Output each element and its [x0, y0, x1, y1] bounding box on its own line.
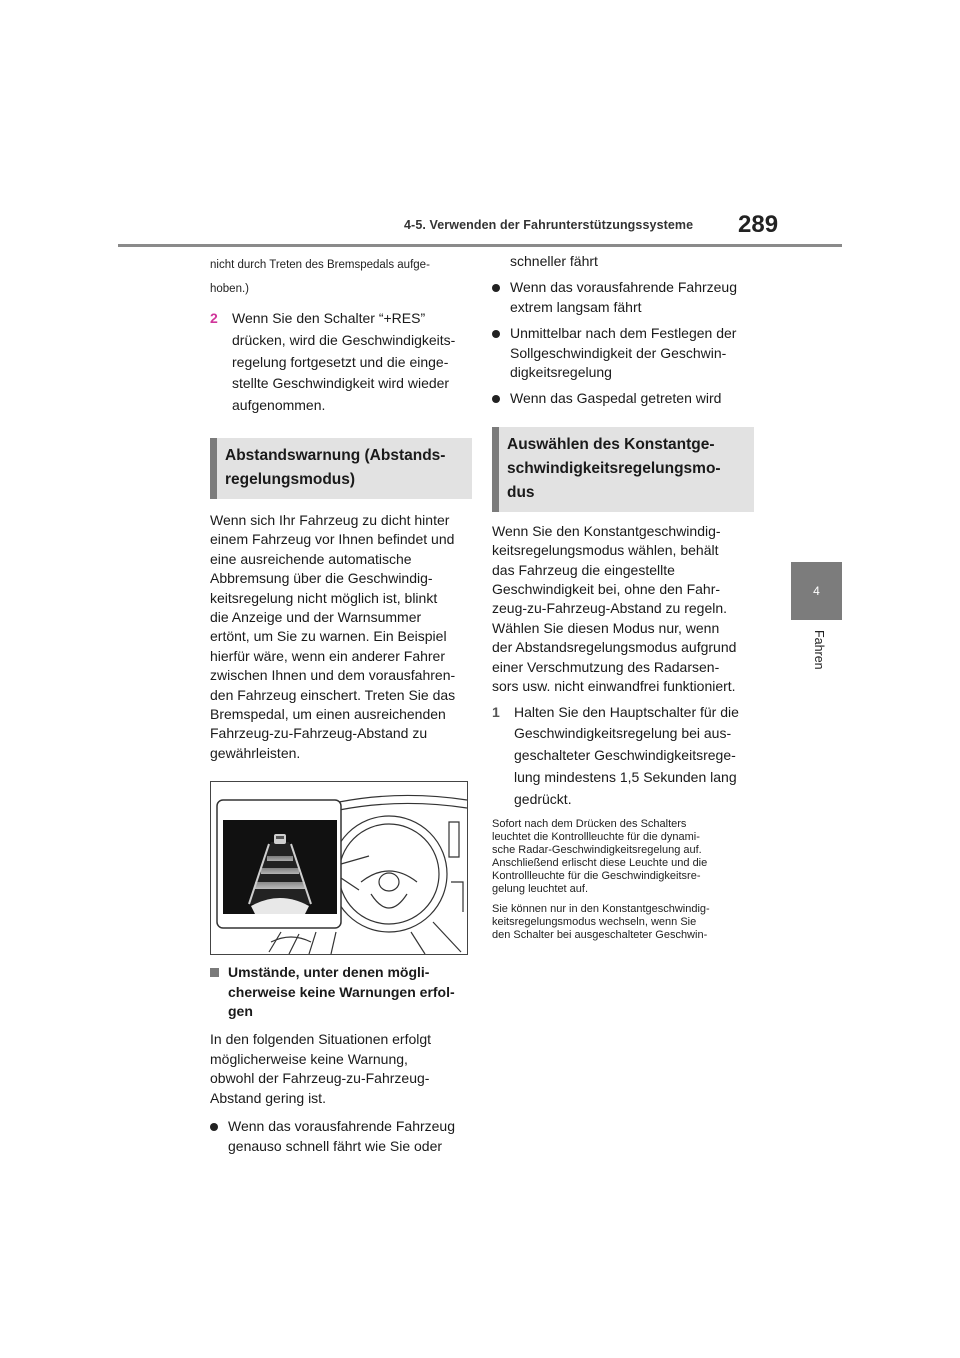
- step-line: drücken, wird die Geschwindigkeits-: [232, 331, 456, 348]
- bullet-item: [492, 278, 754, 317]
- text-line: Wählen Sie diesen Modus nur, wenn: [492, 619, 720, 636]
- heading-line: Auswählen des Konstantge-: [507, 435, 715, 453]
- step-2: [210, 308, 472, 417]
- section-heading-distance-warning: [210, 438, 472, 499]
- chapter-tab: [791, 562, 842, 620]
- note-line: leuchtet die Kontrollleuchte für die dynami-: [492, 831, 700, 844]
- step-line: geschalteter Geschwindigkeitsrege-: [514, 747, 736, 764]
- bullet-line: Unmittelbar nach dem Festlegen der: [510, 325, 737, 342]
- bullet-item: [210, 1117, 472, 1156]
- subheading-line: cherweise keine Warnungen erfol-: [228, 983, 455, 1000]
- text-line: Fahrzeug-zu-Fahrzeug-Abstand zu: [210, 725, 428, 742]
- subheading-no-warning: [210, 963, 472, 1021]
- step-line: stellte Geschwindigkeit wird wieder: [232, 375, 450, 392]
- section-title: 4-5. Verwenden der Fahrunterstützungssysteme: [404, 218, 694, 232]
- text-line: Wenn Sie den Konstantgeschwindig-: [492, 522, 721, 539]
- step-line: regelung fortgesetzt und die einge-: [232, 353, 449, 370]
- text-line: eine ausreichende automatische: [210, 550, 412, 567]
- step-line: Geschwindigkeitsregelung bei aus-: [514, 725, 732, 742]
- bullet-text: [510, 389, 721, 408]
- step-line: lung mindestens 1,5 Sekunden lang: [514, 768, 737, 785]
- intro-fragment-2: hoben.): [210, 283, 250, 295]
- bullet-continuation: schneller fährt: [510, 253, 598, 269]
- text-line: Abbremsung über die Geschwindig-: [210, 570, 433, 587]
- note-line: gelung leuchtet auf.: [492, 883, 589, 896]
- text-line: Abstand gering ist.: [210, 1089, 326, 1106]
- note-2: [492, 903, 754, 942]
- subheading-text: [228, 963, 455, 1021]
- text-line: In den folgenden Situationen erfolgt: [210, 1031, 432, 1048]
- heading-line: regelungsmodus): [225, 470, 356, 488]
- subheading-line: gen: [228, 1003, 253, 1020]
- bullet-dot-icon: [210, 1117, 228, 1156]
- bullet-text: [510, 278, 737, 317]
- bullet-line: Wenn das vorausfahrende Fahrzeug: [510, 279, 737, 296]
- note-line: Sie können nur in den Konstantgeschwindig-: [492, 903, 710, 916]
- text-line: obwohl der Fahrzeug-zu-Fahrzeug-: [210, 1070, 430, 1087]
- heading-line: dus: [507, 483, 535, 501]
- bullet-line: digkeitsregelung: [510, 364, 612, 381]
- dashboard-illustration: [210, 781, 468, 955]
- paragraph-situations: [210, 1030, 472, 1108]
- step-text: [514, 702, 754, 811]
- chapter-label: Fahren: [812, 630, 826, 670]
- bullet-line: extrem langsam fährt: [510, 298, 642, 315]
- paragraph-constant-speed: [492, 522, 754, 697]
- step-text: [232, 308, 472, 417]
- section-heading-constant-speed: [492, 427, 754, 512]
- bullet-line: genauso schnell fährt wie Sie oder: [228, 1137, 443, 1154]
- left-column: [210, 256, 472, 1156]
- intro-fragment-1: nicht durch Treten des Bremspedals aufge-: [210, 259, 430, 271]
- chapter-number: 4: [813, 584, 820, 598]
- text-line: hierfür wäre, wenn ein anderer Fahrer: [210, 647, 446, 664]
- text-line: möglicherweise keine Warnung,: [210, 1050, 408, 1067]
- step-number: 1: [492, 703, 500, 720]
- note-line: den Schalter bei ausgeschalteter Geschwin-: [492, 929, 708, 942]
- text-line: zwischen Ihnen und dem vorausfahren-: [210, 667, 456, 684]
- text-line: zeug-zu-Fahrzeug-Abstand zu regeln.: [492, 600, 728, 617]
- bullet-line: Wenn das Gaspedal getreten wird: [510, 390, 722, 407]
- text-line: gewährleisten.: [210, 744, 301, 761]
- subheading-line: Umstände, unter denen mögli-: [228, 964, 430, 981]
- note-line: Sofort nach dem Drücken des Schalters: [492, 818, 687, 831]
- text-line: die Anzeige und der Warnsummer: [210, 609, 422, 626]
- bullet-dot-icon: [492, 389, 510, 408]
- step-line: gedrückt.: [514, 790, 572, 807]
- text-line: den Fahrzeug einschert. Treten Sie das: [210, 686, 456, 703]
- text-line: sors usw. nicht einwandfrei funktioniert.: [492, 678, 736, 695]
- bullet-item: [492, 324, 754, 382]
- heading-line: Abstandswarnung (Abstands-: [225, 446, 446, 464]
- bullet-dot-icon: [492, 278, 510, 317]
- text-line: keitsregelungsmodus wählen, behält: [492, 542, 719, 559]
- text-line: Wenn sich Ihr Fahrzeug zu dicht hinter: [210, 511, 450, 528]
- text-line: Geschwindigkeit bei, ohne den Fahr-: [492, 581, 721, 598]
- dashboard-drawing: [211, 782, 467, 954]
- bullet-item: [492, 389, 754, 408]
- text-line: ertönt, um Sie zu warnen. Ein Beispiel: [210, 628, 447, 645]
- paragraph-distance-warning: [210, 511, 472, 763]
- bullet-dot-icon: [492, 324, 510, 382]
- step-number: 2: [210, 310, 218, 326]
- header-divider: [118, 244, 842, 247]
- text-line: einem Fahrzeug vor Ihnen befindet und: [210, 531, 455, 548]
- step-line: aufgenommen.: [232, 397, 326, 414]
- bullet-text: [510, 324, 736, 382]
- text-line: keitsregelung nicht möglich ist, blinkt: [210, 589, 438, 606]
- text-line: der Abstandsregelungsmodus aufgrund: [492, 639, 737, 656]
- text-line: Bremspedal, um einen ausreichenden: [210, 706, 446, 723]
- note-1: [492, 818, 754, 896]
- step-line: Halten Sie den Hauptschalter für die: [514, 703, 739, 720]
- step-1: [492, 702, 754, 811]
- right-column: [492, 252, 754, 942]
- text-line: das Fahrzeug die eingestellte: [492, 561, 675, 578]
- text-line: einer Verschmutzung des Radarsen-: [492, 658, 720, 675]
- page-number: 289: [738, 211, 779, 238]
- note-line: Kontrollleuchte für die Geschwindigkeitsre-: [492, 870, 701, 883]
- bullet-text: [228, 1117, 455, 1156]
- bullet-line: Sollgeschwindigkeit der Geschwin-: [510, 344, 727, 361]
- note-line: keitsregelungsmodus wechseln, wenn Sie: [492, 916, 697, 929]
- heading-line: schwindigkeitsregelungsmo-: [507, 459, 721, 477]
- note-line: Anschließend erlischt diese Leuchte und die: [492, 857, 708, 870]
- bullet-line: Wenn das vorausfahrende Fahrzeug: [228, 1118, 455, 1135]
- step-line: Wenn Sie den Schalter “+RES”: [232, 310, 426, 326]
- note-line: sche Radar-Geschwindigkeitsregelung auf.: [492, 844, 702, 857]
- square-bullet-icon: [210, 963, 228, 1021]
